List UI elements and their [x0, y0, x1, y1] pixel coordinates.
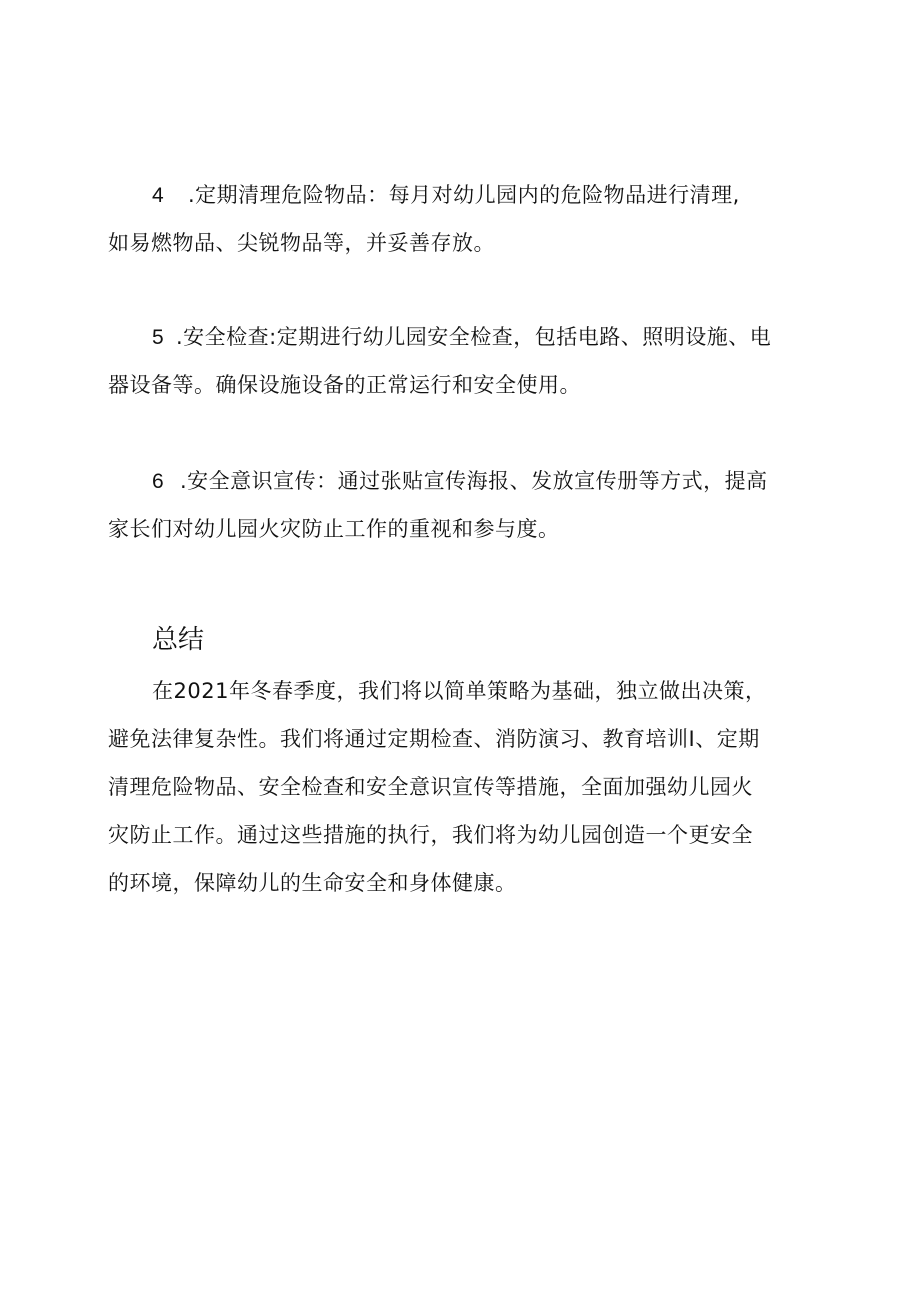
- list-item-5-line-2: 器设备等。确保设施设备的正常运行和安全使用。: [108, 373, 581, 397]
- list-item-6-number: 6: [152, 470, 165, 493]
- list-item-6-text: .安全意识宣传：通过张贴宣传海报、发放宣传册等方式，提高: [180, 469, 768, 493]
- list-item-4-number: 4: [152, 184, 165, 207]
- summary-line-5: 的环境，保障幼儿的生命安全和身体健康。: [108, 871, 517, 895]
- summary-line-4: 灾防止工作。通过这些措施的执行，我们将为幼儿园创造一个更安全: [108, 823, 753, 847]
- list-item-4-line-2: 如易燃物品、尖锐物品等，并妥善存放。: [108, 231, 495, 255]
- list-item-6-line-2: 家长们对幼儿园火灾防止工作的重视和参与度。: [108, 517, 560, 541]
- summary-line-3: 清理危险物品、安全检查和安全意识宣传等措施，全面加强幼儿园火: [108, 775, 753, 799]
- summary-heading: 总结: [152, 625, 205, 655]
- summary-line-2: 避免法律复杂性。我们将通过定期检查、消防演习、教育培训I、定期: [108, 727, 760, 751]
- list-item-6-line-1: [152, 468, 768, 495]
- summary-line-1: 在2021年冬春季度，我们将以简单策略为基础，独立做出决策，: [152, 679, 767, 703]
- list-item-5-line-1: [152, 324, 771, 351]
- list-item-4-line-1: [152, 182, 740, 209]
- list-item-4-text: .定期清理危险物品：每月对幼儿园内的危险物品进行清理,: [188, 183, 740, 207]
- list-item-5-number: 5: [152, 326, 165, 349]
- list-item-5-text: .安全检查:定期进行幼儿园安全检查，包括电路、照明设施、电: [176, 325, 772, 349]
